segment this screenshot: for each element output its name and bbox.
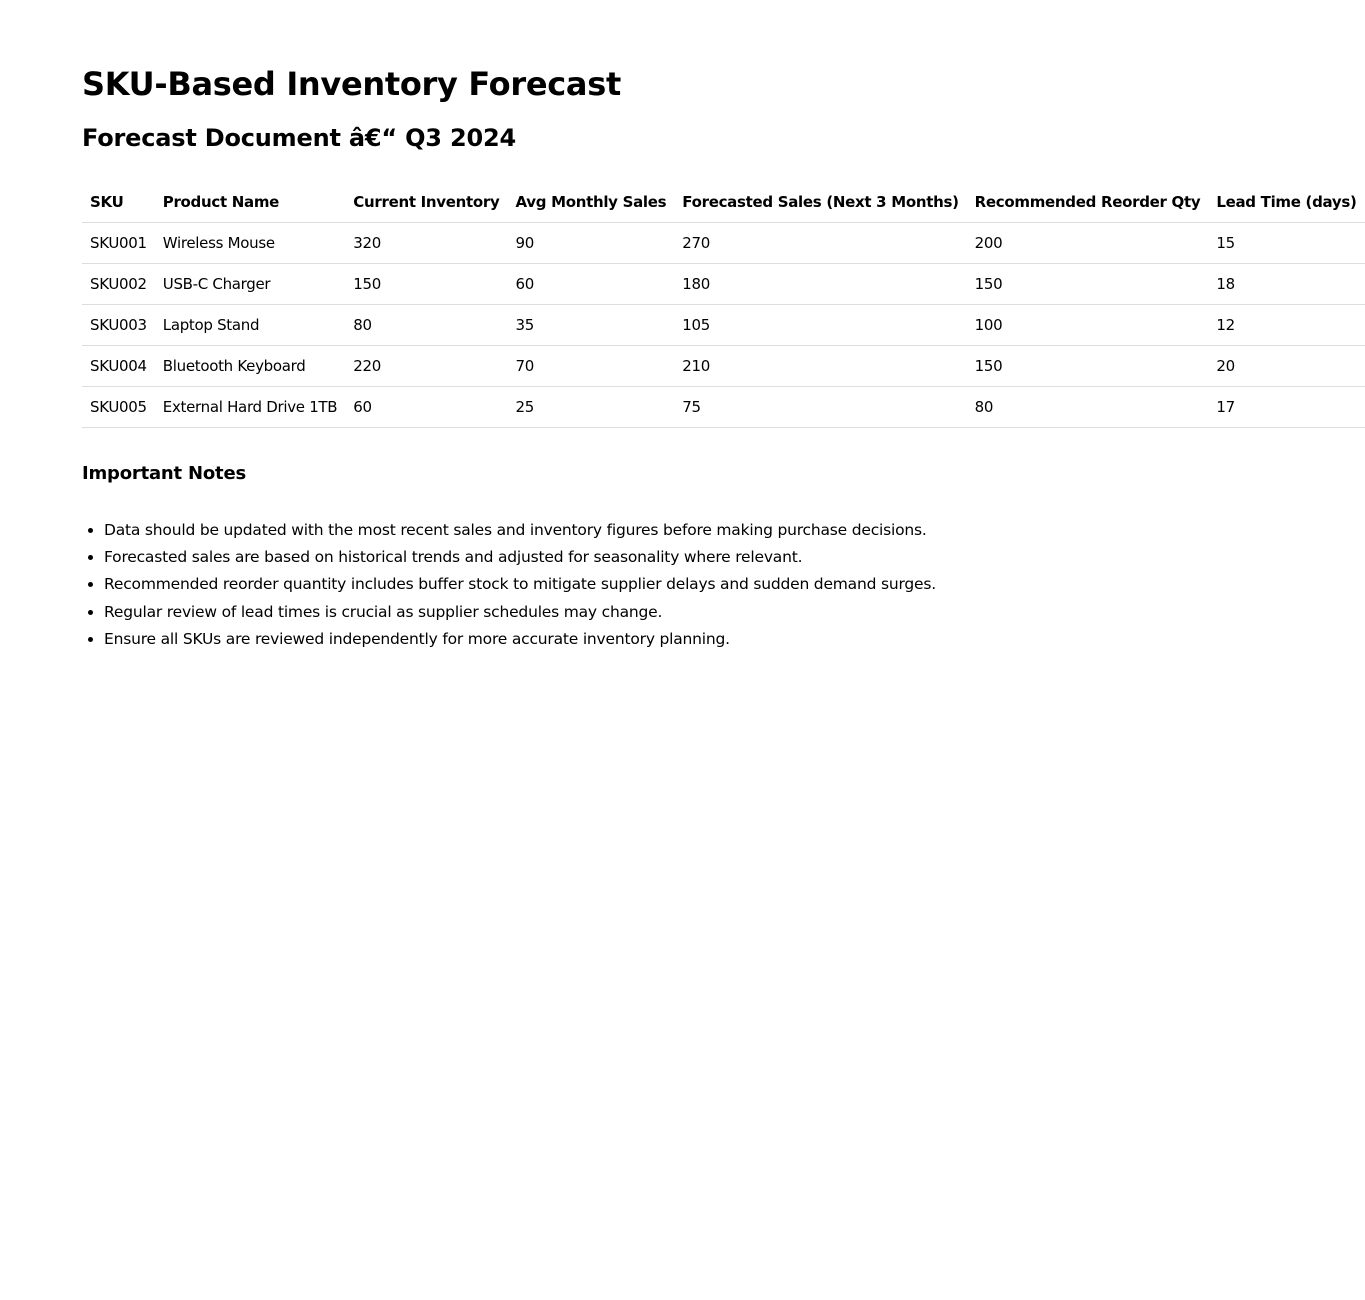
cell-current-inventory: 60: [345, 387, 507, 428]
cell-current-inventory: 220: [345, 346, 507, 387]
list-item: • Data should be updated with the most recent sales and inventory figures before making purchase decisions.: [104, 517, 1196, 544]
table-row: [82, 264, 1365, 305]
column-header-product-name: Product Name: [155, 182, 346, 223]
cell-sku: SKU002: [82, 264, 155, 305]
cell-recommended-reorder-qty: 150: [967, 346, 1209, 387]
cell-forecasted-sales: 210: [674, 346, 966, 387]
column-header-forecasted-sales: Forecasted Sales (Next 3 Months): [674, 182, 966, 223]
cell-product-name: Laptop Stand: [155, 305, 346, 346]
cell-avg-monthly-sales: 70: [507, 346, 674, 387]
cell-avg-monthly-sales: 90: [507, 223, 674, 264]
cell-current-inventory: 80: [345, 305, 507, 346]
cell-avg-monthly-sales: 25: [507, 387, 674, 428]
cell-recommended-reorder-qty: 80: [967, 387, 1209, 428]
cell-forecasted-sales: 105: [674, 305, 966, 346]
cell-lead-time: 12: [1208, 305, 1364, 346]
list-item: • Regular review of lead times is crucial as supplier schedules may change.: [104, 599, 1196, 626]
cell-product-name: USB-C Charger: [155, 264, 346, 305]
cell-forecasted-sales: 180: [674, 264, 966, 305]
cell-sku: SKU004: [82, 346, 155, 387]
list-item: • Forecasted sales are based on historical trends and adjusted for seasonality where relevant.: [104, 544, 1196, 571]
list-item: • Recommended reorder quantity includes buffer stock to mitigate supplier delays and sudden demand surges.: [104, 571, 1196, 598]
list-item: • Ensure all SKUs are reviewed independently for more accurate inventory planning.: [104, 626, 1196, 653]
cell-recommended-reorder-qty: 100: [967, 305, 1209, 346]
cell-lead-time: 18: [1208, 264, 1364, 305]
cell-recommended-reorder-qty: 150: [967, 264, 1209, 305]
cell-sku: SKU005: [82, 387, 155, 428]
cell-current-inventory: 320: [345, 223, 507, 264]
cell-current-inventory: 150: [345, 264, 507, 305]
document-page: [0, 0, 1357, 653]
column-header-avg-monthly-sales: Avg Monthly Sales: [507, 182, 674, 223]
column-header-recommended-reorder-qty: Recommended Reorder Qty: [967, 182, 1209, 223]
cell-lead-time: 20: [1208, 346, 1364, 387]
cell-product-name: Bluetooth Keyboard: [155, 346, 346, 387]
cell-recommended-reorder-qty: 200: [967, 223, 1209, 264]
inventory-forecast-table: [82, 182, 1365, 428]
page-subtitle: Forecast Document â€“ Q3 2024: [82, 124, 516, 152]
cell-lead-time: 15: [1208, 223, 1364, 264]
table-header-row: [82, 182, 1365, 223]
notes-list: [82, 517, 1196, 653]
page-title: SKU-Based Inventory Forecast: [82, 65, 621, 103]
table-row: [82, 223, 1365, 264]
cell-sku: SKU001: [82, 223, 155, 264]
cell-product-name: Wireless Mouse: [155, 223, 346, 264]
table-row: [82, 387, 1365, 428]
table-row: [82, 305, 1365, 346]
table-row: [82, 346, 1365, 387]
cell-product-name: External Hard Drive 1TB: [155, 387, 346, 428]
cell-forecasted-sales: 75: [674, 387, 966, 428]
column-header-sku: SKU: [82, 182, 155, 223]
notes-heading: Important Notes: [82, 463, 246, 484]
column-header-lead-time: Lead Time (days): [1208, 182, 1364, 223]
column-header-current-inventory: Current Inventory: [345, 182, 507, 223]
cell-avg-monthly-sales: 60: [507, 264, 674, 305]
cell-forecasted-sales: 270: [674, 223, 966, 264]
cell-avg-monthly-sales: 35: [507, 305, 674, 346]
cell-sku: SKU003: [82, 305, 155, 346]
cell-lead-time: 17: [1208, 387, 1364, 428]
